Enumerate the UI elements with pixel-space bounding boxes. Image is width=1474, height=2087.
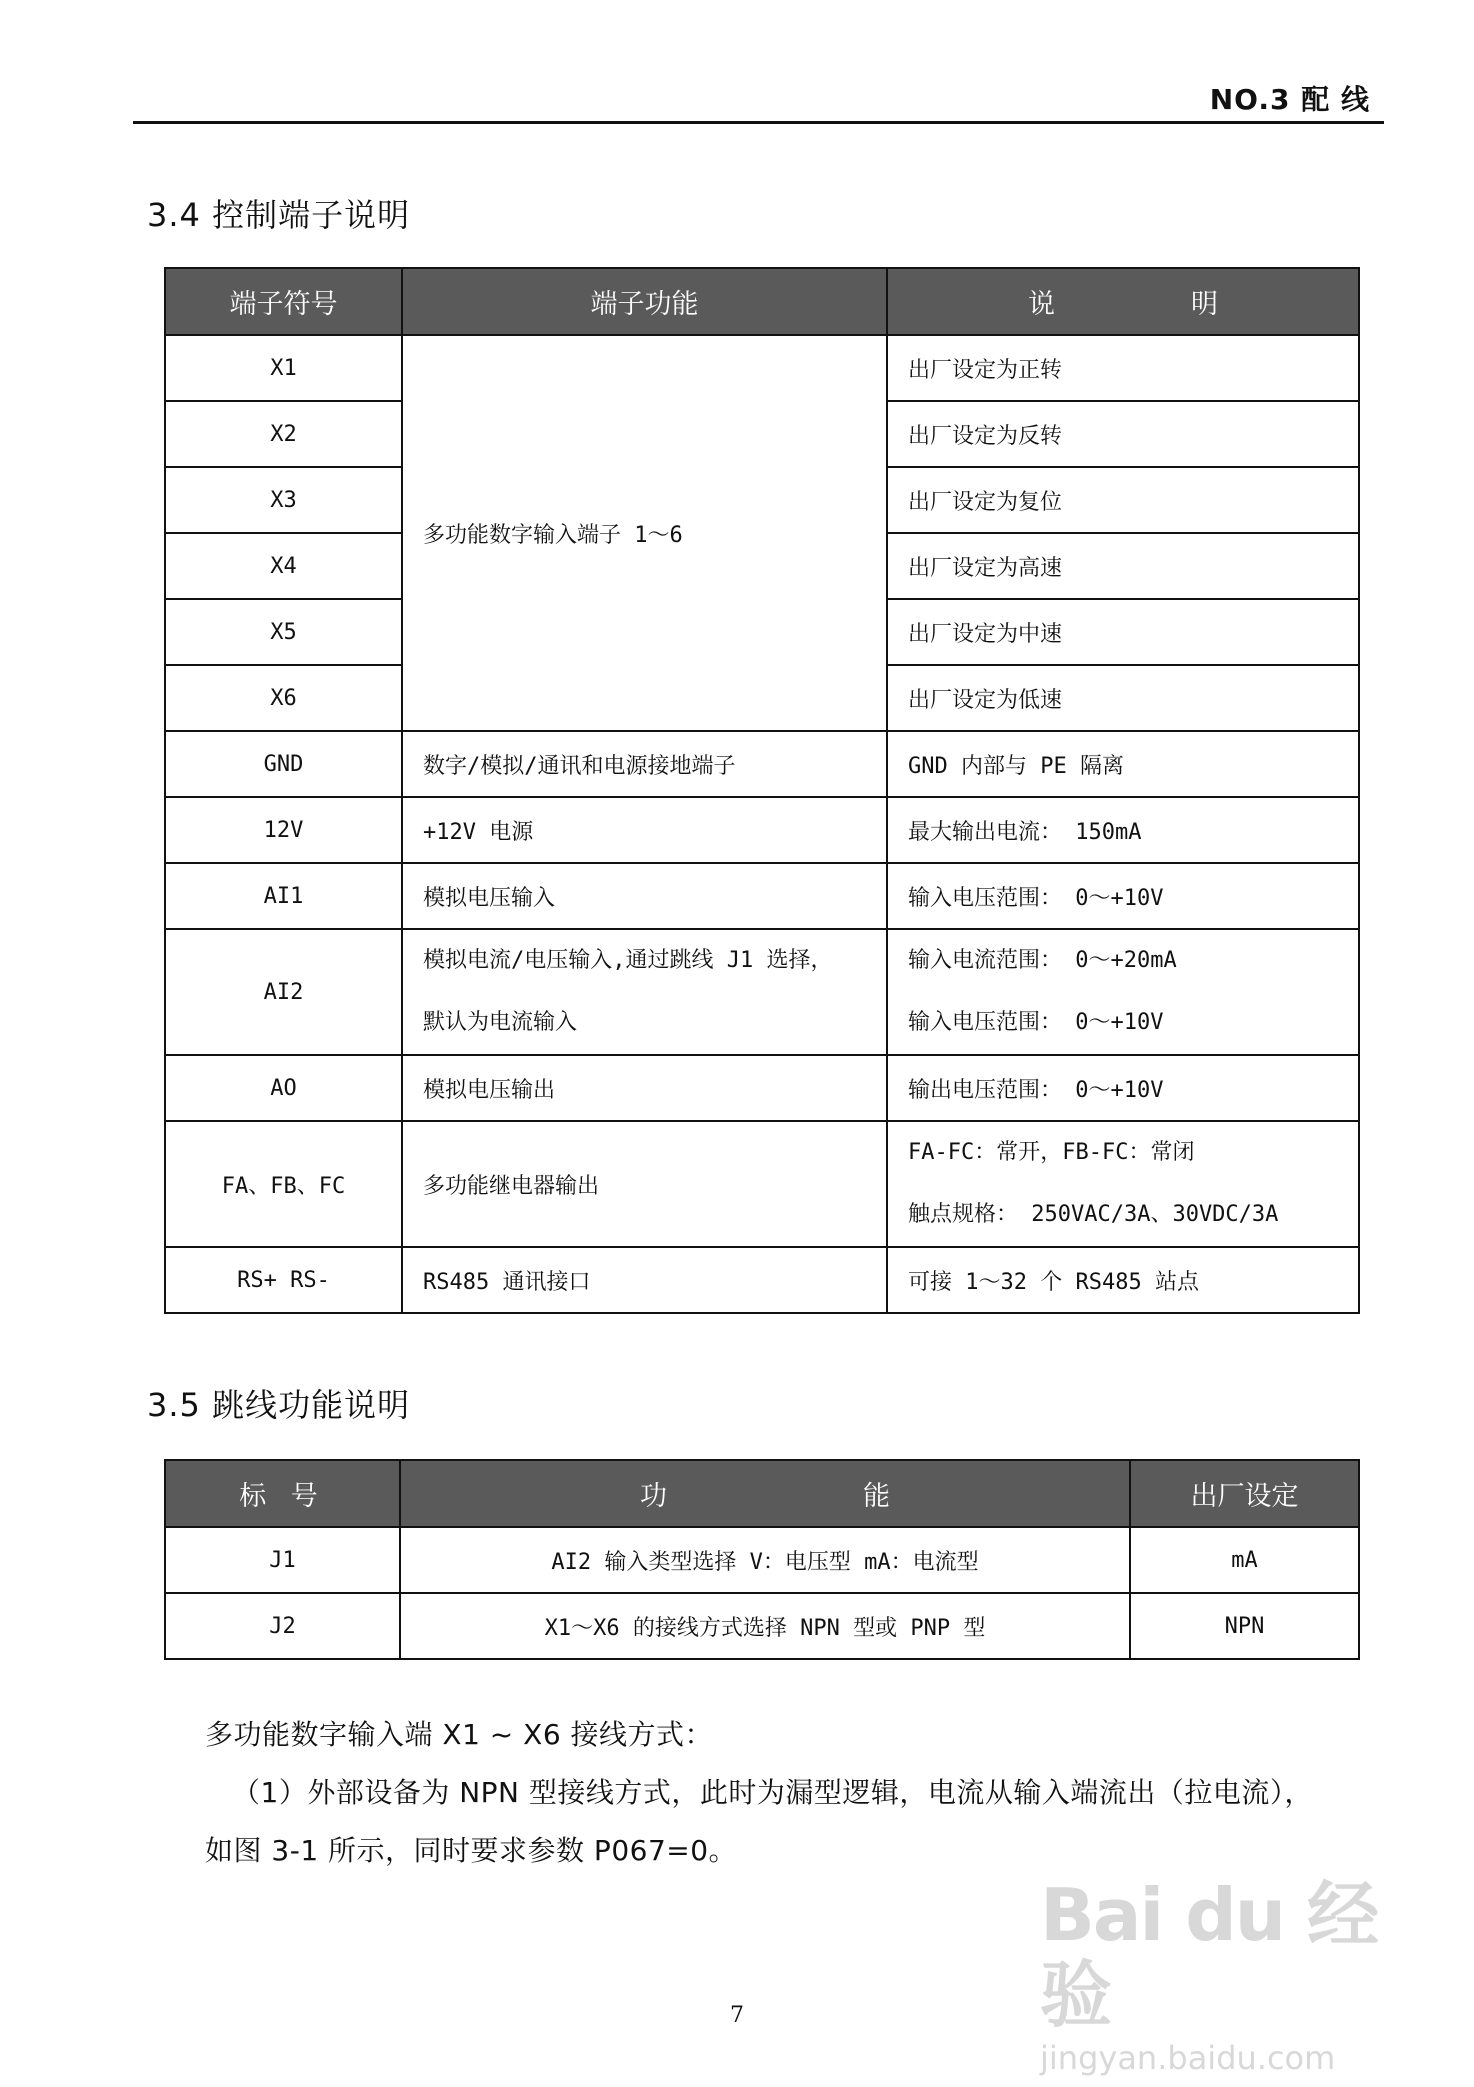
desc-cell: 出厂设定为复位 <box>887 467 1359 533</box>
terminal-table <box>164 267 1360 1314</box>
function-cell: 模拟电压输入 <box>402 863 887 929</box>
table-row <box>165 1055 1359 1121</box>
desc-cell: GND 内部与 PE 隔离 <box>887 731 1359 797</box>
symbol-cell: AO <box>165 1055 402 1121</box>
watermark-url: jingyan.baidu.com <box>1040 2039 1336 2077</box>
header-label: 标 号 <box>165 1460 400 1527</box>
desc-cell: 输入电压范围： 0～+10V <box>887 863 1359 929</box>
default-cell: mA <box>1130 1527 1359 1593</box>
function-cell: RS485 通讯接口 <box>402 1247 887 1313</box>
function-line: 默认为电流输入 <box>423 1010 578 1035</box>
desc-cell <box>887 1121 1359 1247</box>
function-cell: +12V 电源 <box>402 797 887 863</box>
table-row <box>165 1247 1359 1313</box>
table-header-row <box>165 1460 1359 1527</box>
symbol-cell: FA、FB、FC <box>165 1121 402 1247</box>
baidu-logo: Bai du 经验 <box>1040 1873 1378 2037</box>
desc-cell: 出厂设定为反转 <box>887 401 1359 467</box>
table-row <box>165 1527 1359 1593</box>
header-default: 出厂设定 <box>1130 1460 1359 1527</box>
table-row <box>165 731 1359 797</box>
desc-line: 输入电压范围： 0～+10V <box>908 1010 1164 1035</box>
symbol-cell: X2 <box>165 401 402 467</box>
desc-line: 输入电流范围： 0～+20mA <box>908 948 1177 973</box>
header-divider <box>133 121 1384 124</box>
table-row <box>165 1593 1359 1659</box>
symbol-cell: X6 <box>165 665 402 731</box>
table-header-row <box>165 268 1359 335</box>
function-cell <box>402 929 887 1055</box>
desc-cell: 可接 1～32 个 RS485 站点 <box>887 1247 1359 1313</box>
paragraph-npn-description: （1）外部设备为 NPN 型接线方式，此时为漏型逻辑，电流从输入端流出（拉电流）， <box>232 1776 1313 1809</box>
symbol-cell: AI1 <box>165 863 402 929</box>
chapter-header: NO.3 配 线 <box>1209 83 1370 116</box>
desc-cell: 出厂设定为中速 <box>887 599 1359 665</box>
table-row <box>165 335 1359 401</box>
desc-line: FA-FC：常开，FB-FC：常闭 <box>908 1140 1195 1165</box>
desc-line: 触点规格： 250VAC/3A、30VDC/3A <box>908 1202 1279 1227</box>
label-cell: J2 <box>165 1593 400 1659</box>
header-description-text: 说明 <box>1028 289 1218 320</box>
baidu-watermark <box>1040 1873 1380 2077</box>
symbol-cell: AI2 <box>165 929 402 1055</box>
paragraph-npn-figure-ref: 如图 3-1 所示，同时要求参数 P067=0。 <box>205 1834 738 1867</box>
label-cell: J1 <box>165 1527 400 1593</box>
symbol-cell: GND <box>165 731 402 797</box>
symbol-cell: RS+ RS- <box>165 1247 402 1313</box>
function-cell-merged: 多功能数字输入端子 1～6 <box>402 335 887 731</box>
function-cell: 数字/模拟/通讯和电源接地端子 <box>402 731 887 797</box>
table-row <box>165 929 1359 1055</box>
function-cell: 多功能继电器输出 <box>402 1121 887 1247</box>
header-description <box>887 268 1359 335</box>
table-row <box>165 863 1359 929</box>
page-number: 7 <box>730 2003 744 2028</box>
function-line: 模拟电流/电压输入,通过跳线 J1 选择， <box>423 948 833 973</box>
desc-cell: 输出电压范围： 0～+10V <box>887 1055 1359 1121</box>
header-function: 端子功能 <box>402 268 887 335</box>
function-cell: AI2 输入类型选择 V：电压型 mA：电流型 <box>400 1527 1130 1593</box>
section-title-jumpers: 3.5 跳线功能说明 <box>147 1386 411 1424</box>
symbol-cell: 12V <box>165 797 402 863</box>
desc-cell: 出厂设定为低速 <box>887 665 1359 731</box>
header-function-text: 功能 <box>640 1481 890 1512</box>
desc-cell: 最大输出电流： 150mA <box>887 797 1359 863</box>
header-function <box>400 1460 1130 1527</box>
function-cell: X1～X6 的接线方式选择 NPN 型或 PNP 型 <box>400 1593 1130 1659</box>
symbol-cell: X5 <box>165 599 402 665</box>
jumper-table <box>164 1459 1360 1660</box>
section-title-terminals: 3.4 控制端子说明 <box>147 196 411 234</box>
table-row <box>165 1121 1359 1247</box>
symbol-cell: X3 <box>165 467 402 533</box>
header-symbol: 端子符号 <box>165 268 402 335</box>
desc-cell <box>887 929 1359 1055</box>
symbol-cell: X1 <box>165 335 402 401</box>
desc-cell: 出厂设定为正转 <box>887 335 1359 401</box>
symbol-cell: X4 <box>165 533 402 599</box>
paragraph-wiring-intro: 多功能数字输入端 X1 ~ X6 接线方式： <box>205 1718 714 1751</box>
default-cell: NPN <box>1130 1593 1359 1659</box>
function-cell: 模拟电压输出 <box>402 1055 887 1121</box>
desc-cell: 出厂设定为高速 <box>887 533 1359 599</box>
table-row <box>165 797 1359 863</box>
